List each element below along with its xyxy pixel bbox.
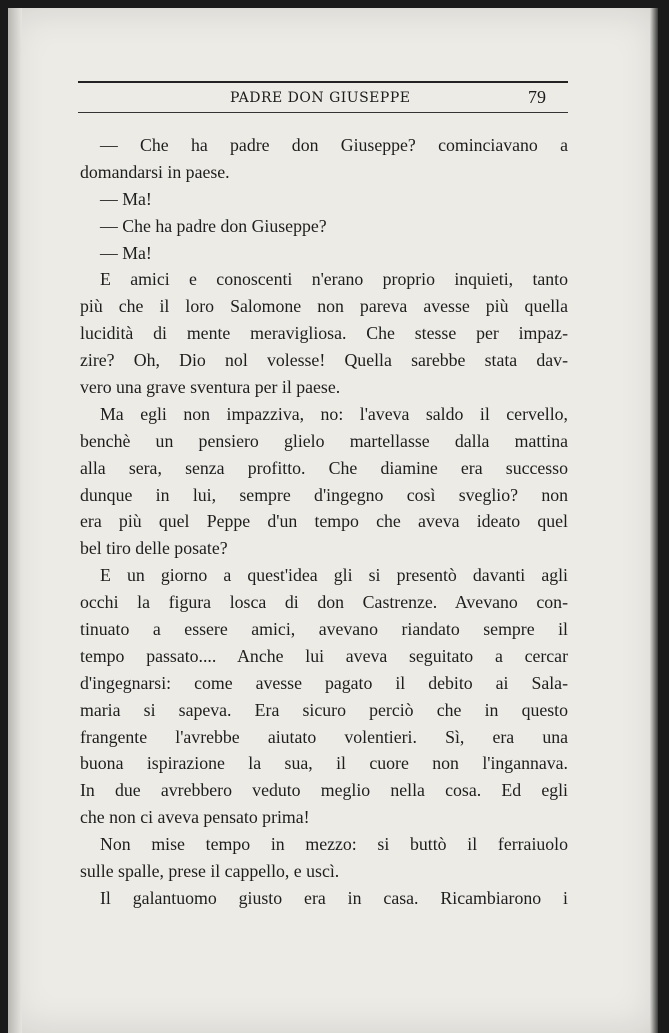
- text-line: alla sera, senza profitto. Che diamine era successo: [80, 457, 568, 478]
- text-line: maria si sapeva. Era sicuro perciò che in questo: [80, 699, 568, 720]
- text-line: che non ci aveva pensato prima!: [80, 807, 310, 828]
- text-line: — Ma!: [100, 188, 152, 209]
- text-line: E un giorno a quest'idea gli si presentò davanti agli: [100, 565, 568, 586]
- text-line: — Che ha padre don Giuseppe? cominciavano a: [100, 135, 568, 155]
- text-line: tinuato a essere amici, avevano riandato sempre il: [80, 619, 568, 640]
- header-rule-bottom: [78, 112, 568, 113]
- text-line: In due avrebbero veduto meglio nella cosa. Ed egli: [80, 780, 568, 801]
- page-binding-edge: [8, 8, 22, 1033]
- book-page: [8, 8, 658, 1033]
- text-line: zire? Oh, Dio nol volesse! Quella sarebbe stata dav-: [80, 350, 568, 371]
- header-rule-top: [78, 81, 568, 83]
- body-text: [80, 132, 568, 912]
- text-line: vero una grave sventura per il paese.: [80, 377, 341, 398]
- text-line: più che il loro Salomone non pareva avesse più quella: [80, 296, 568, 317]
- running-head: PADRE DON GIUSEPPE: [230, 90, 411, 106]
- text-line: lucidità di mente meravigliosa. Che stesse per impaz-: [80, 323, 568, 344]
- text-line: — Ma!: [100, 242, 152, 263]
- text-line: domandarsi in paese.: [80, 161, 230, 182]
- text-line: Il galantuomo giusto era in casa. Ricambiarono i: [100, 887, 568, 908]
- text-line: bel tiro delle posate?: [80, 538, 228, 559]
- text-line: benchè un pensiero glielo martellasse dalla mattina: [80, 430, 568, 451]
- text-line: buona ispirazione la sua, il cuore non l'ingannava.: [80, 753, 568, 774]
- text-line: dunque in lui, sempre d'ingegno così sveglio? non: [80, 484, 568, 505]
- text-line: d'ingegnarsi: come avesse pagato il debito ai Sala-: [80, 672, 568, 693]
- text-line: frangente l'avrebbe aiutato volentieri. Sì, era una: [80, 726, 568, 747]
- text-line: sulle spalle, prese il cappello, e uscì.: [80, 861, 340, 882]
- text-line: tempo passato.... Anche lui aveva seguitato a cercar: [80, 645, 568, 666]
- text-line: Non mise tempo in mezzo: si buttò il ferraiuolo: [100, 834, 568, 855]
- text-line: — Che ha padre don Giuseppe?: [100, 215, 327, 236]
- page-number: 79: [528, 87, 546, 107]
- text-line: occhi la figura losca di don Castrenze. Avevano con-: [80, 592, 568, 613]
- text-line: E amici e conoscenti n'erano proprio inquieti, tanto: [100, 269, 568, 290]
- text-line: era più quel Peppe d'un tempo che aveva ideato quel: [80, 511, 568, 532]
- page-right-edge: [650, 8, 658, 1033]
- text-line: Ma egli non impazziva, no: l'aveva saldo il cervello,: [100, 403, 568, 424]
